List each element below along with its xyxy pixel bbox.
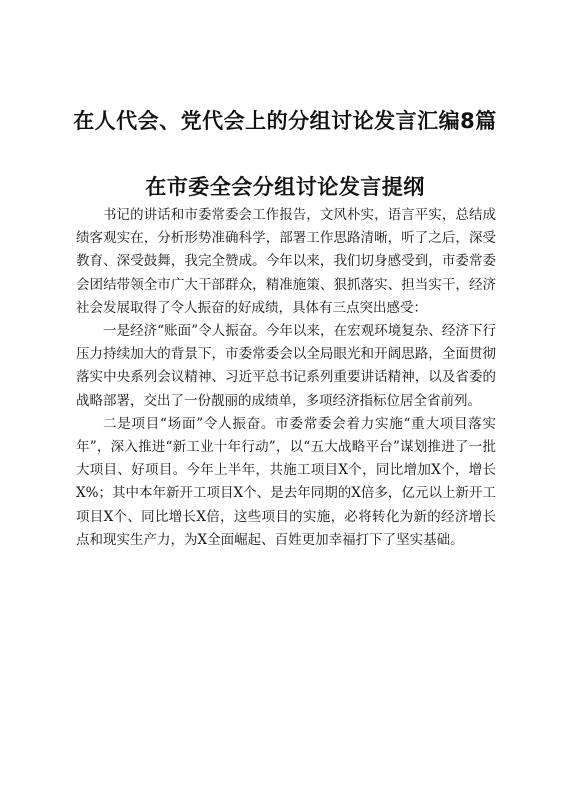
paragraph: 二是项目“场面”令人振奋。市委常委会着力实施“重大项目落实年”，深入推进“新工业十年行动”，以“五大战略平台”谋划推进了一批大项目、好项目。今年上半年，共施工项目X个，同比增加X个，增长X%；其中本年新开工项目X个、是去年同期的X倍多，亿元以上新开工项目X个、同比增长X倍，这些项目的实施，必将转化为新的经济增长点和现实生产力，为X全面崛起、百姓更加幸福打下了坚实基础。 [76,415,496,548]
body-text [76,204,496,552]
paragraph: 一是经济“账面”令人振奋。今年以来，在宏观环境复杂、经济下行压力持续加大的背景下，市委常委会以全局眼光和开阔思路，全面贯彻落实中央系列会议精神、习近平总书记系列重要讲话精神，以及省委的战略部署，交出了一份靓丽的成绩单，多项经济指标位居全省前列。 [76,323,496,409]
paragraph: 书记的讲话和市委常委会工作报告，文风朴实，语言平实，总结成绩客观实在，分析形势准确科学，部署工作思路清晰，听了之后，深受教育、深受鼓舞，我完全赞成。今年以来，我们切身感受到，市委常委会团结带领全市广大干部群众，精准施策、狠抓落实、担当实干，经济社会发展取得了令人振奋的好成绩，具体有三点突出感受： [76,207,496,316]
document-title: 在人代会、党代会上的分组讨论发言汇编8篇 [73,109,497,133]
section-title: 在市委全会分组讨论发言提纲 [145,175,425,199]
